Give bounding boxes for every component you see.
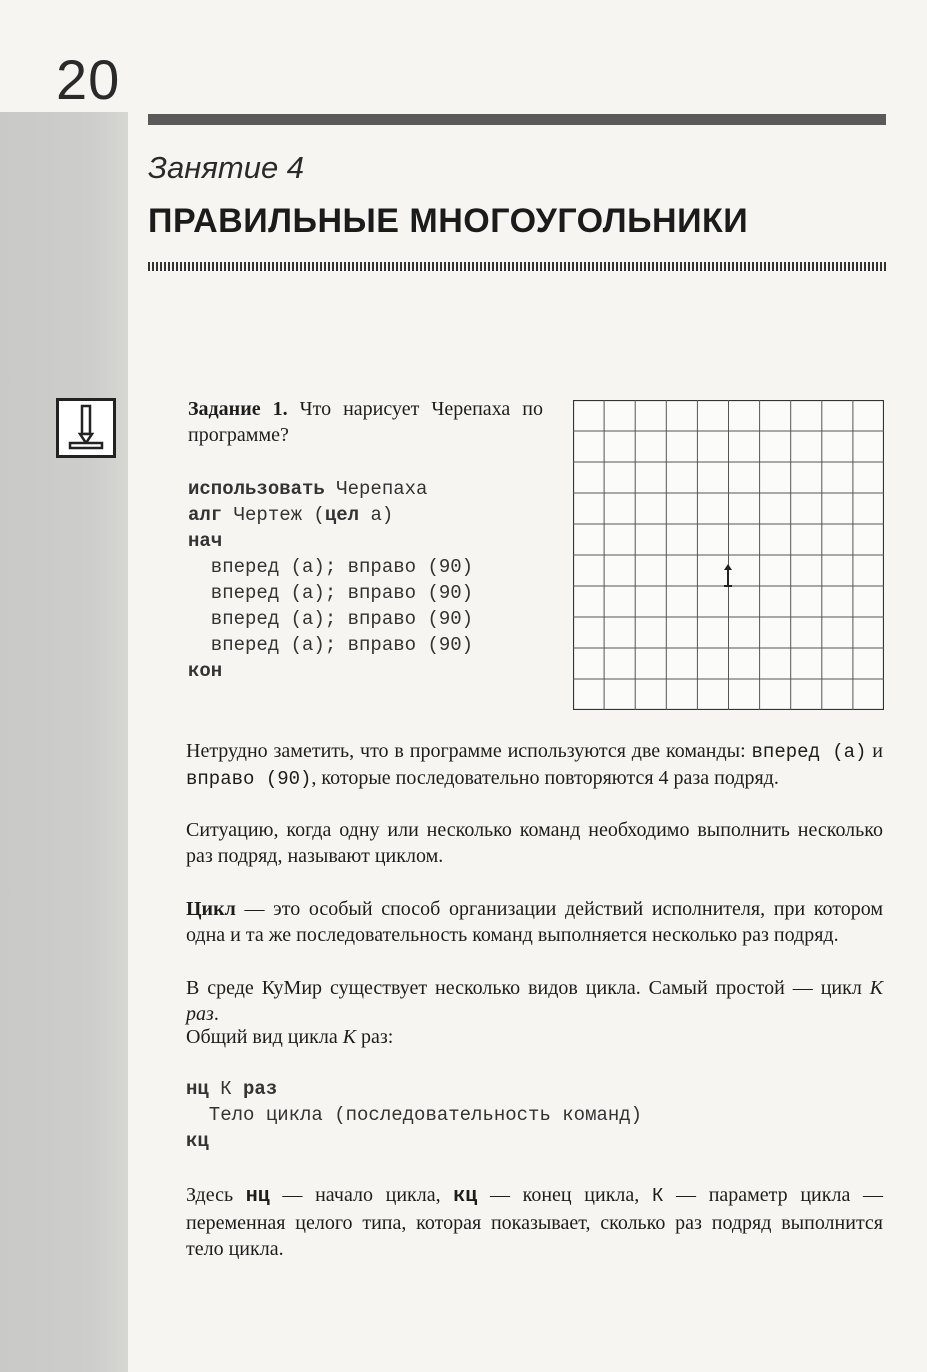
paragraph-cycle-intro: Ситуацию, когда одну или несколько команд необходимо выполнить несколько раз подряд, называют циклом. [186, 819, 883, 867]
task1-question-text: Что нарисует Черепаха по программе? [188, 398, 544, 446]
loop-form-listing [186, 1076, 642, 1154]
loop-explanation: Здесь нц — начало цикла, кц — конец цикла, К — параметр цикла — переменная целого типа, которая показывает, сколько раз подряд выполнится тело цикла. [186, 1184, 883, 1260]
side-strip [0, 112, 128, 1372]
drawing-grid [573, 400, 884, 710]
pencil-task-icon [56, 398, 116, 458]
definition-term: Цикл [186, 898, 236, 920]
page-number: 20 [56, 48, 121, 111]
task1-question [188, 396, 543, 448]
code-forward: вперед (а) [751, 741, 867, 763]
program-listing [188, 476, 473, 684]
hatch-rule [148, 262, 886, 271]
code-right: вправо (90) [186, 768, 312, 790]
program-line-1: использовать Черепаха [188, 478, 428, 500]
loop-start-line: нц К раз [186, 1078, 278, 1100]
paragraph-commands: Нетрудно заметить, что в программе используются две команды: вперед (а) и вправо (90), которые последовательно повторяются 4 раза подряд. [186, 740, 883, 790]
cycle-definition: Цикл — это особый способ организации действий исполнителя, при котором одна и та же последовательность команд выполняется несколько раз подряд. [186, 898, 883, 946]
paragraph-kumir: В среде КуМир существует несколько видов цикла. Самый простой — цикл К раз. [186, 977, 883, 1025]
lesson-label: Занятие 4 [148, 150, 305, 185]
paragraph-general-form: Общий вид цикла К раз: [186, 1026, 394, 1048]
program-line-2: алг Чертеж (цел а) [188, 504, 394, 526]
lesson-title: ПРАВИЛЬНЫЕ МНОГОУГОЛЬНИКИ [148, 202, 749, 240]
program-body-line: вперед (а); вправо (90) [188, 634, 474, 656]
loop-body-line: Тело цикла (последовательность команд) [186, 1104, 643, 1126]
program-end-line: кон [188, 660, 223, 682]
program-body-line: вперед (а); вправо (90) [188, 608, 474, 630]
program-line-3: нач [188, 530, 223, 552]
emph-k-times: К раз [186, 977, 883, 1025]
program-body-line: вперед (а); вправо (90) [188, 582, 474, 604]
loop-end-line: кц [186, 1130, 209, 1152]
program-body-line: вперед (а); вправо (90) [188, 556, 474, 578]
top-rule [148, 114, 886, 125]
task1-label: Задание 1. [188, 398, 288, 420]
